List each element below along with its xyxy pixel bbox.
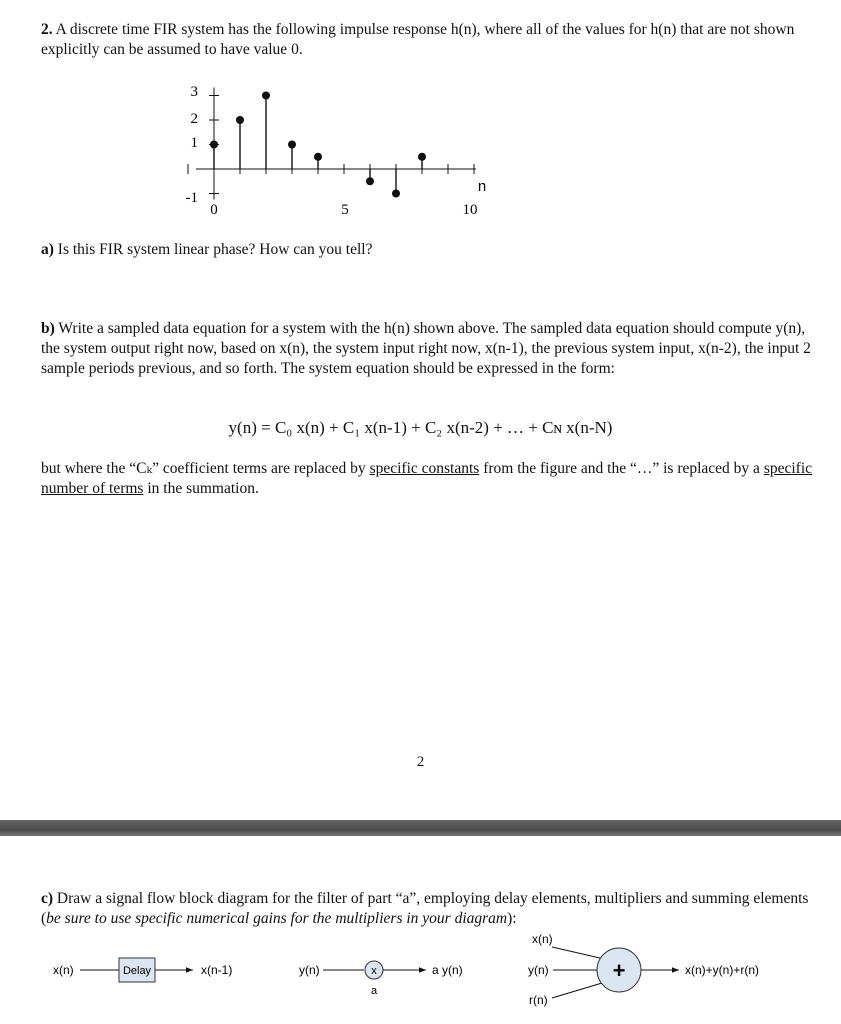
multiplier-input-label: y(n) [299,963,320,977]
x-tick-label: 10 [462,202,478,218]
part-c-text: Draw a signal flow block diagram for the filter of part “a”, employing delay elements, multipliers and summing elements ( [41,890,809,927]
x-tick-label: 5 [341,202,349,218]
stem-plot-marks [188,88,476,200]
multiplier-gain-label: a [370,985,378,997]
part-c-text: ): [507,910,517,927]
note-text: in the summation. [143,480,259,497]
part-a-text: Is this FIR system linear phase? How can you tell? [57,241,373,258]
question-2-intro [41,20,821,60]
part-b-text: Write a sampled data equation for a system with the h(n) shown above. The sampled data equation should compute y(n), the system output right now, based on x(n), the system input right now, x(n-1), the previous system input, x(n-2), the input 2 sample periods previous, and so forth. The system equation should be expressed in the form: [41,320,811,377]
stem-point [210,141,218,149]
page-separator [0,820,841,836]
y-tick-label: 1 [190,135,198,151]
summer-output-label: x(n)+y(n)+r(n) [685,963,760,977]
summer-top-input-line [552,947,600,958]
delay-element-diagram [53,958,232,982]
stem-point [366,177,374,185]
y-tick-label: 2 [190,111,198,127]
part-b-note [41,459,821,499]
multiplier-diagram [299,961,463,997]
note-text: from the figure and the “…” is replaced by a [479,460,764,477]
summer-bottom-input-line [552,983,602,998]
summer-top-input-label: x(n) [532,932,553,946]
stem-point [418,153,426,161]
stem-point [392,190,400,198]
specific-constants-underlined: specific constants [369,460,480,477]
delay-output-label: x(n-1) [201,963,233,977]
summer-bottom-input-label: r(n) [529,993,548,1007]
part-b [41,319,821,379]
summer-plus-symbol: + [612,958,626,983]
question-intro-text: A discrete time FIR system has the following impulse response h(n), where all of the values for h(n) that are not shown explicitly can be assumed to have value 0. [41,21,795,58]
page-number: 2 [416,754,425,770]
part-a-label: a) [41,241,54,258]
multiplier-output-label: a y(n) [432,963,463,977]
multiplier-symbol: x [371,965,377,977]
system-equation: y(n) = C₀ x(n) + C₁ x(n-1) + C₂ x(n-2) + … + Cɴ x(n-N) [228,418,613,437]
stem-point [288,141,296,149]
part-b-label: b) [41,320,55,337]
page-2 [0,836,841,1024]
delay-box-label: Delay [122,965,152,977]
summer-left-input-label: y(n) [528,963,549,977]
part-c-label: c) [41,890,54,907]
note-text: but where the “Cₖ” coefficient terms are replaced by [41,460,370,477]
summing-junction-diagram [528,932,759,1007]
y-tick-label: 3 [190,84,198,100]
stem-point [314,153,322,161]
stem-point [236,116,244,124]
specific-number-of-terms-underlined: specific number of terms [41,460,813,497]
stem-point [262,92,270,100]
question-number: 2. [41,21,53,38]
block-diagrams [0,836,841,1024]
x-axis-label: n [477,178,487,195]
part-c-italic-text: be sure to use specific numerical gains for the multipliers in your diagram [46,910,508,927]
x-tick-label: 0 [210,202,218,218]
delay-input-label: x(n) [53,963,74,977]
y-tick-label: -1 [185,190,198,206]
impulse-response-plot [160,78,500,228]
part-a [41,240,821,260]
